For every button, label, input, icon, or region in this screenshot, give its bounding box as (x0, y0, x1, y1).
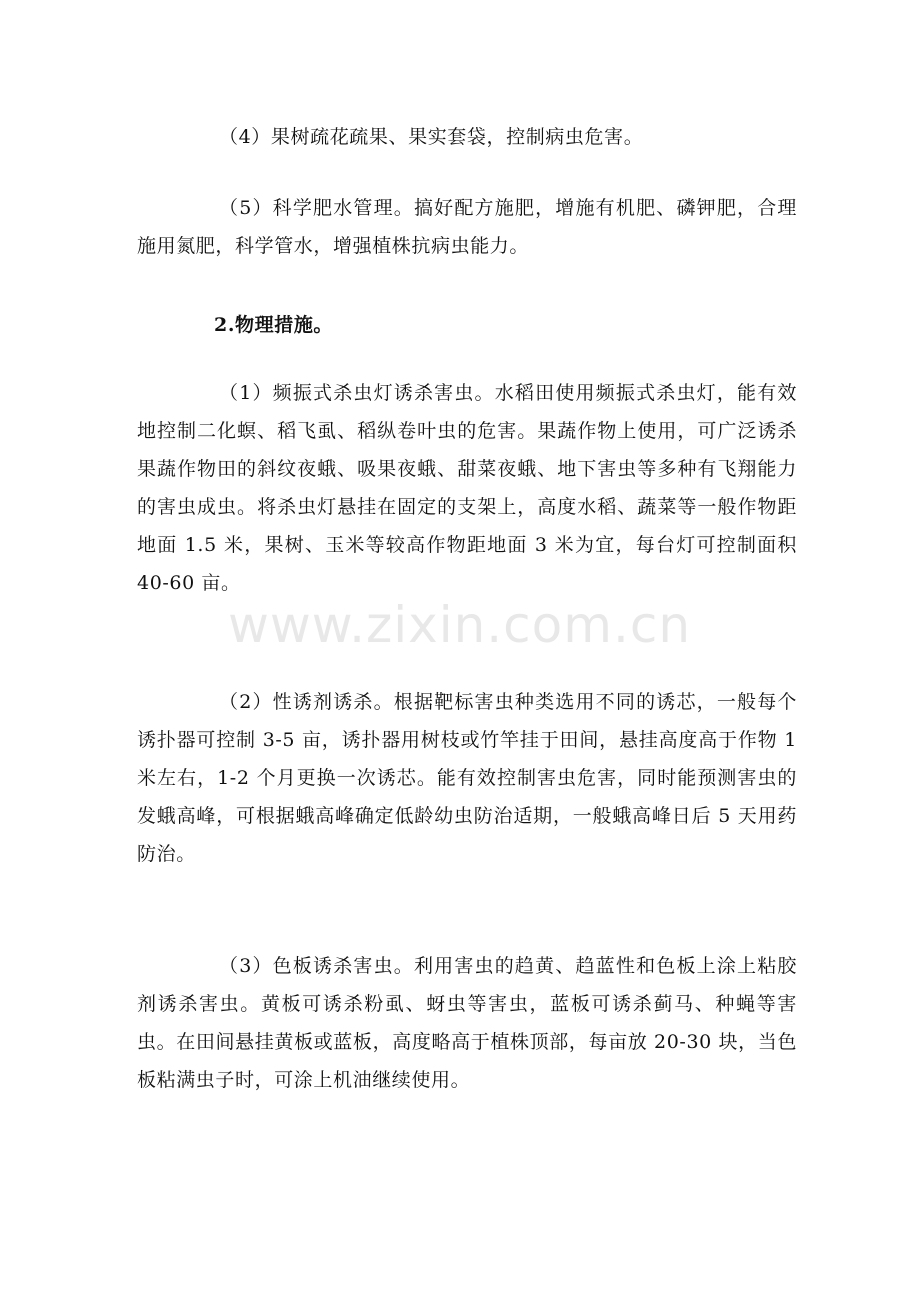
paragraph-fruit-bagging: （4）果树疏花疏果、果实套袋，控制病虫危害。 (219, 126, 644, 148)
paragraph-fertilizer-management: （5）科学肥水管理。搞好配方施肥，增施有机肥、磷钾肥，合理施用氮肥，科学管水，增强植株抗病虫能力。 (137, 197, 797, 257)
paragraph-insect-lamp: （1）频振式杀虫灯诱杀害虫。水稻田使用频振式杀虫灯，能有效地控制二化螟、稻飞虱、稻纵卷叶虫的危害。果蔬作物上使用，可广泛诱杀果蔬作物田的斜纹夜蛾、吸果夜蛾、甜菜夜蛾、地下害虫等多种有飞翔能力的害虫成虫。将杀虫灯悬挂在固定的支架上，高度水稻、蔬菜等一般作物距地面 1.5 米，果树、玉米等较高作物距地面 3 米为宜，每台灯可控制面积 40-60 亩。 (137, 382, 797, 594)
watermark-text: www.zixin.com.cn (228, 596, 692, 654)
paragraph-color-board: （3）色板诱杀害虫。利用害虫的趋黄、趋蓝性和色板上涂上粘胶剂诱杀害虫。黄板可诱杀粉虱、蚜虫等害虫，蓝板可诱杀蓟马、种蝇等害虫。在田间悬挂黄板或蓝板，高度略高于植株顶部，每亩放 20-30 块，当色板粘满虫子时，可涂上机油继续使用。 (137, 955, 797, 1091)
section-heading-physical-measures: 2.物理措施。 (214, 314, 334, 336)
paragraph-sex-attractant: （2）性诱剂诱杀。根据靶标害虫种类选用不同的诱芯，一般每个诱扑器可控制 3-5 亩，诱扑器用树枝或竹竿挂于田间，悬挂高度高于作物 1 米左右，1-2 个月更换一次诱芯。能有效控制害虫危害，同时能预测害虫的发蛾高峰，可根据蛾高峰确定低龄幼虫防治适期，一般蛾高峰日后 5 天用药防治。 (137, 691, 797, 865)
